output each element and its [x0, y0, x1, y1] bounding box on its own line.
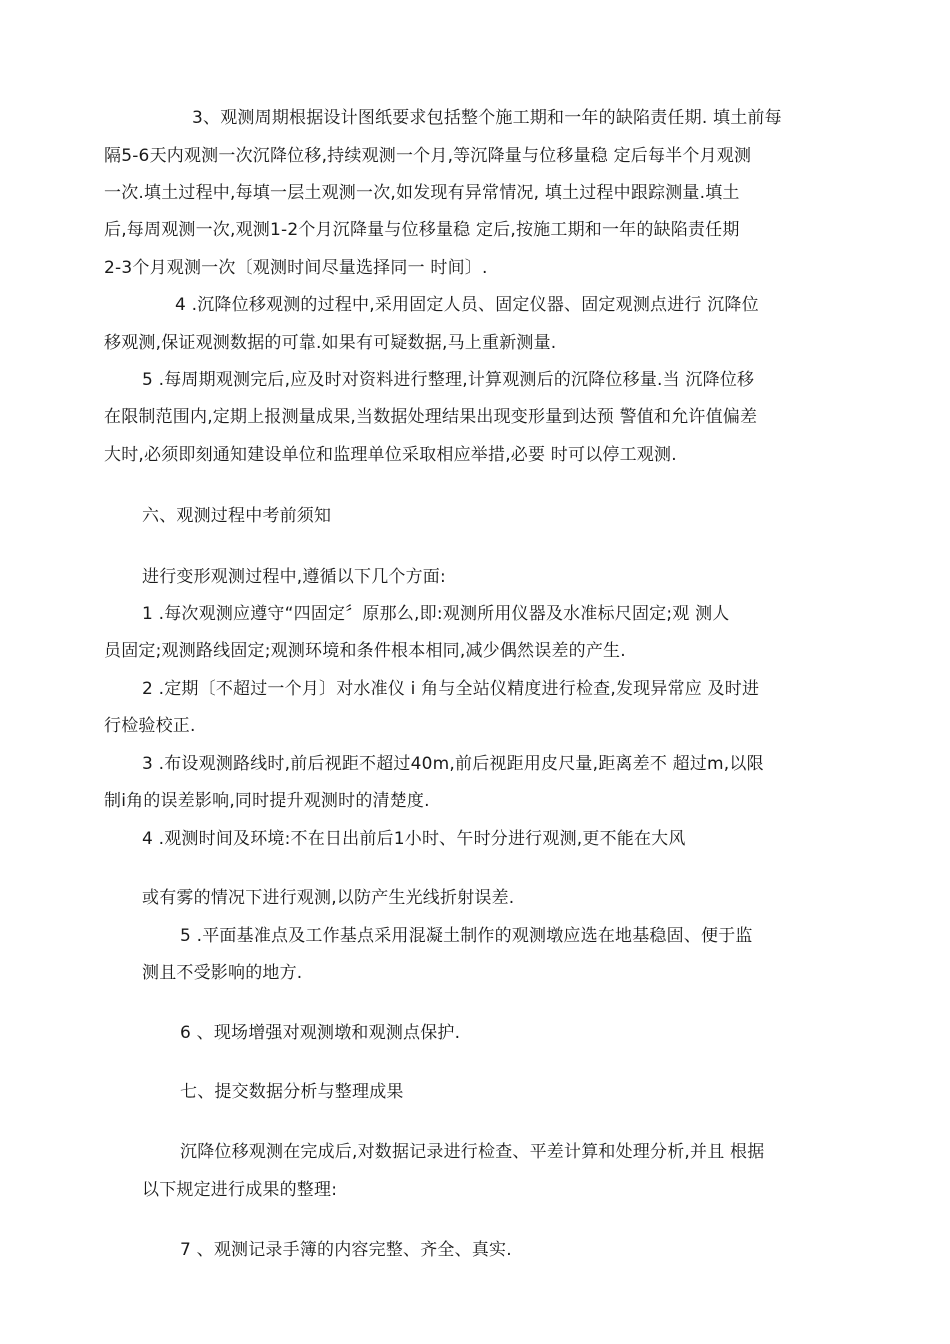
- text-line: 3 .布设观测路线时,前后视距不超过40m,前后视距用皮尺量,距离差不 超过m,以限: [142, 754, 764, 774]
- text-line: 4 .观测时间及环境:不在日出前后1小时、午时分进行观测,更不能在大风: [142, 829, 686, 849]
- text-line: 5 .平面基准点及工作基点采用混凝土制作的观测墩应选在地基稳固、便于监: [180, 926, 753, 946]
- text-line: 1 .每次观测应遵守“四固定〞原那么,即:观测所用仪器及水准标尺固定;观 测人: [142, 604, 730, 624]
- text-line: 3、观测周期根据设计图纸要求包括整个施工期和一年的缺陷责任期. 填土前每: [192, 108, 782, 128]
- text-line: 以下规定进行成果的整理:: [142, 1180, 338, 1200]
- text-line: 2-3个月观测一次〔观测时间尽量选择同一 时间〕.: [104, 258, 488, 278]
- text-line: 7 、观测记录手簿的内容完整、齐全、真实.: [180, 1240, 512, 1260]
- text-line: 隔5-6天内观测一次沉降位移,持续观测一个月,等沉降量与位移量稳 定后每半个月观测: [104, 146, 752, 166]
- text-line: 4 .沉降位移观测的过程中,采用固定人员、固定仪器、固定观测点进行 沉降位: [175, 295, 759, 315]
- section-heading: 七、提交数据分析与整理成果: [180, 1082, 404, 1102]
- text-line: 制i角的误差影响,同时提升观测时的清楚度.: [104, 791, 430, 811]
- text-line: 进行变形观测过程中,遵循以下几个方面:: [142, 567, 446, 587]
- text-line: 在限制范围内,定期上报测量成果,当数据处理结果出现变形量到达预 警值和允许值偏差: [104, 407, 758, 427]
- text-line: 后,每周观测一次,观测1-2个月沉降量与位移量稳 定后,按施工期和一年的缺陷责任期: [104, 220, 740, 240]
- text-line: 员固定;观测路线固定;观测环境和条件根本相同,减少偶然误差的产生.: [104, 641, 626, 661]
- text-line: 沉降位移观测在完成后,对数据记录进行检查、平差计算和处理分析,并且 根据: [180, 1142, 765, 1162]
- text-line: 行检验校正.: [104, 716, 196, 736]
- text-line: 移观测,保证观测数据的可靠.如果有可疑数据,马上重新测量.: [104, 333, 557, 353]
- text-line: 5 .每周期观测完后,应及时对资料进行整理,计算观测后的沉降位移量.当 沉降位移: [142, 370, 755, 390]
- section-heading: 六、观测过程中考前须知: [142, 506, 332, 526]
- text-line: 2 .定期〔不超过一个月〕对水准仪 i 角与全站仪精度进行检查,发现异常应 及时进: [142, 679, 760, 699]
- text-line: 大时,必须即刻通知建设单位和监理单位采取相应举措,必要 时可以停工观测.: [104, 445, 677, 465]
- text-line: 测且不受影响的地方.: [142, 963, 303, 983]
- text-line: 一次.填土过程中,每填一层土观测一次,如发现有异常情况, 填土过程中跟踪测量.填土: [104, 183, 740, 203]
- text-line: 或有雾的情况下进行观测,以防产生光线折射误差.: [142, 888, 515, 908]
- text-line: 6 、现场增强对观测墩和观测点保护.: [180, 1023, 461, 1043]
